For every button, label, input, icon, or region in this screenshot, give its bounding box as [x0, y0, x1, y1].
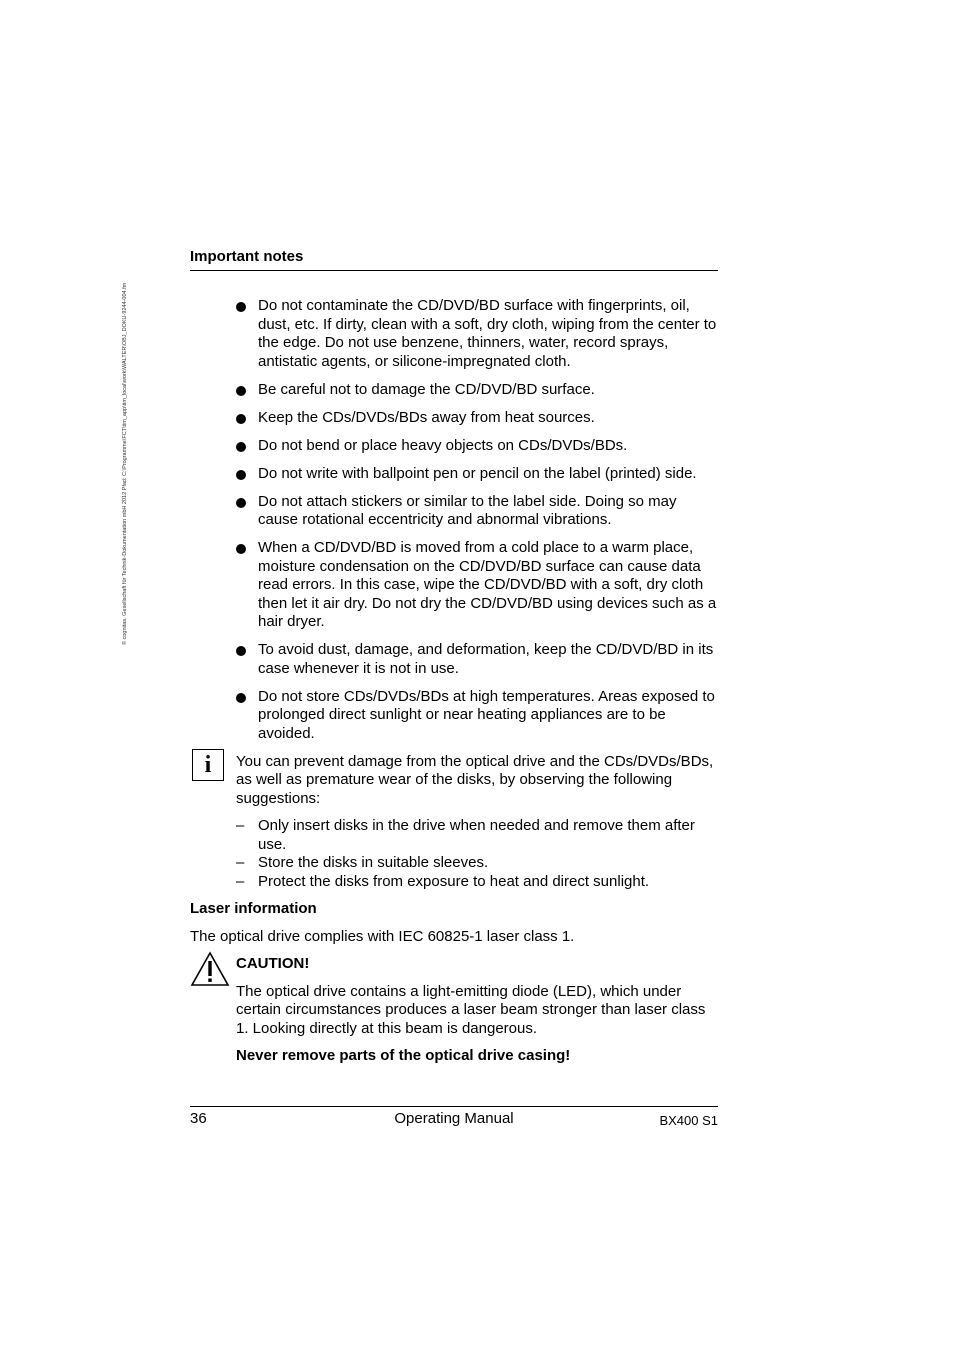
bullet-icon — [236, 386, 246, 396]
page-number: 36 — [190, 1110, 207, 1127]
suggestion-list — [190, 817, 718, 891]
info-note — [190, 753, 718, 809]
main-content — [190, 297, 718, 1066]
list-item: – Store the disks in suitable sleeves. — [236, 854, 489, 871]
info-text: You can prevent damage from the optical drive and the CDs/DVDs/BDs, as well as premature wear of the disks, by observing the following suggestions: — [236, 752, 714, 807]
list-item: Be careful not to damage the CD/DVD/BD surface. — [190, 381, 718, 400]
laser-heading: Laser information — [190, 900, 317, 917]
list-item: Do not contaminate the CD/DVD/BD surface with fingerprints, oil, dust, etc. If dirty, clean with a soft, dry cloth, wiping from the center to the edge. Do not use benzene, thinners, water, record sprays, antistatic agents, or silicone-impregnated cloth. — [190, 297, 718, 371]
list-item: To avoid dust, damage, and deformation, keep the CD/DVD/BD in its case whenever it is not in use. — [190, 641, 718, 678]
bullet-icon — [236, 442, 246, 452]
dash-marker: – — [236, 854, 245, 871]
list-item: Do not attach stickers or similar to the label side. Doing so may cause rotational eccentricity and abnormal vibrations. — [190, 493, 718, 530]
header-title: Important notes — [190, 248, 304, 265]
caution-title: CAUTION! — [236, 955, 310, 972]
bullet-icon — [236, 646, 246, 656]
page-footer — [190, 1106, 718, 1132]
caution-text: The optical drive contains a light-emitting diode (LED), which under certain circumstances produces a laser beam stronger than laser class 1. Looking directly at this beam is dangerous. — [236, 982, 706, 1037]
side-path-note: © cognitas. Gesellschaft für Technik-Dokumentation mbH 2012 Pfad: C:\Programme\FCT\tim_app\tim_local\work\WALTER\OBJ_DOKU-9244-004.fm — [122, 282, 128, 645]
laser-text: The optical drive complies with IEC 60825-1 laser class 1. — [190, 927, 575, 945]
bullet-list — [190, 297, 718, 743]
manual-title: Operating Manual — [394, 1110, 514, 1127]
bullet-icon — [236, 414, 246, 424]
list-item: When a CD/DVD/BD is moved from a cold place to a warm place, moisture condensation on the CD/DVD/BD surface can cause data read errors. In this case, wipe the CD/DVD/BD with a soft, dry cloth then let it air dry. Do not dry the CD/DVD/BD using devices such as a hair dryer. — [190, 539, 718, 632]
model-name: BX400 S1 — [659, 1113, 718, 1128]
caution-note — [190, 955, 718, 1066]
page-header — [190, 248, 718, 271]
dash-marker: – — [236, 872, 245, 890]
info-icon: i — [192, 749, 224, 781]
bullet-icon — [236, 302, 246, 312]
dash-marker: – — [236, 817, 245, 834]
list-item: Do not store CDs/DVDs/BDs at high temperatures. Areas exposed to prolonged direct sunlight or near heating appliances are to be avoided. — [190, 688, 718, 744]
list-item: – Protect the disks from exposure to heat and direct sunlight. — [236, 872, 650, 890]
bullet-icon — [236, 470, 246, 480]
bullet-icon — [236, 693, 246, 703]
list-item: – Only insert disks in the drive when needed and remove them after use. — [236, 817, 695, 853]
bullet-icon — [236, 544, 246, 554]
bullet-icon — [236, 498, 246, 508]
caution-emphasis: Never remove parts of the optical drive casing! — [236, 1047, 571, 1064]
list-item: Do not write with ballpoint pen or pencil on the label (printed) side. — [190, 465, 718, 484]
list-item: Do not bend or place heavy objects on CDs/DVDs/BDs. — [190, 437, 718, 456]
warning-triangle-icon — [190, 951, 230, 987]
list-item: Keep the CDs/DVDs/BDs away from heat sources. — [190, 409, 718, 428]
